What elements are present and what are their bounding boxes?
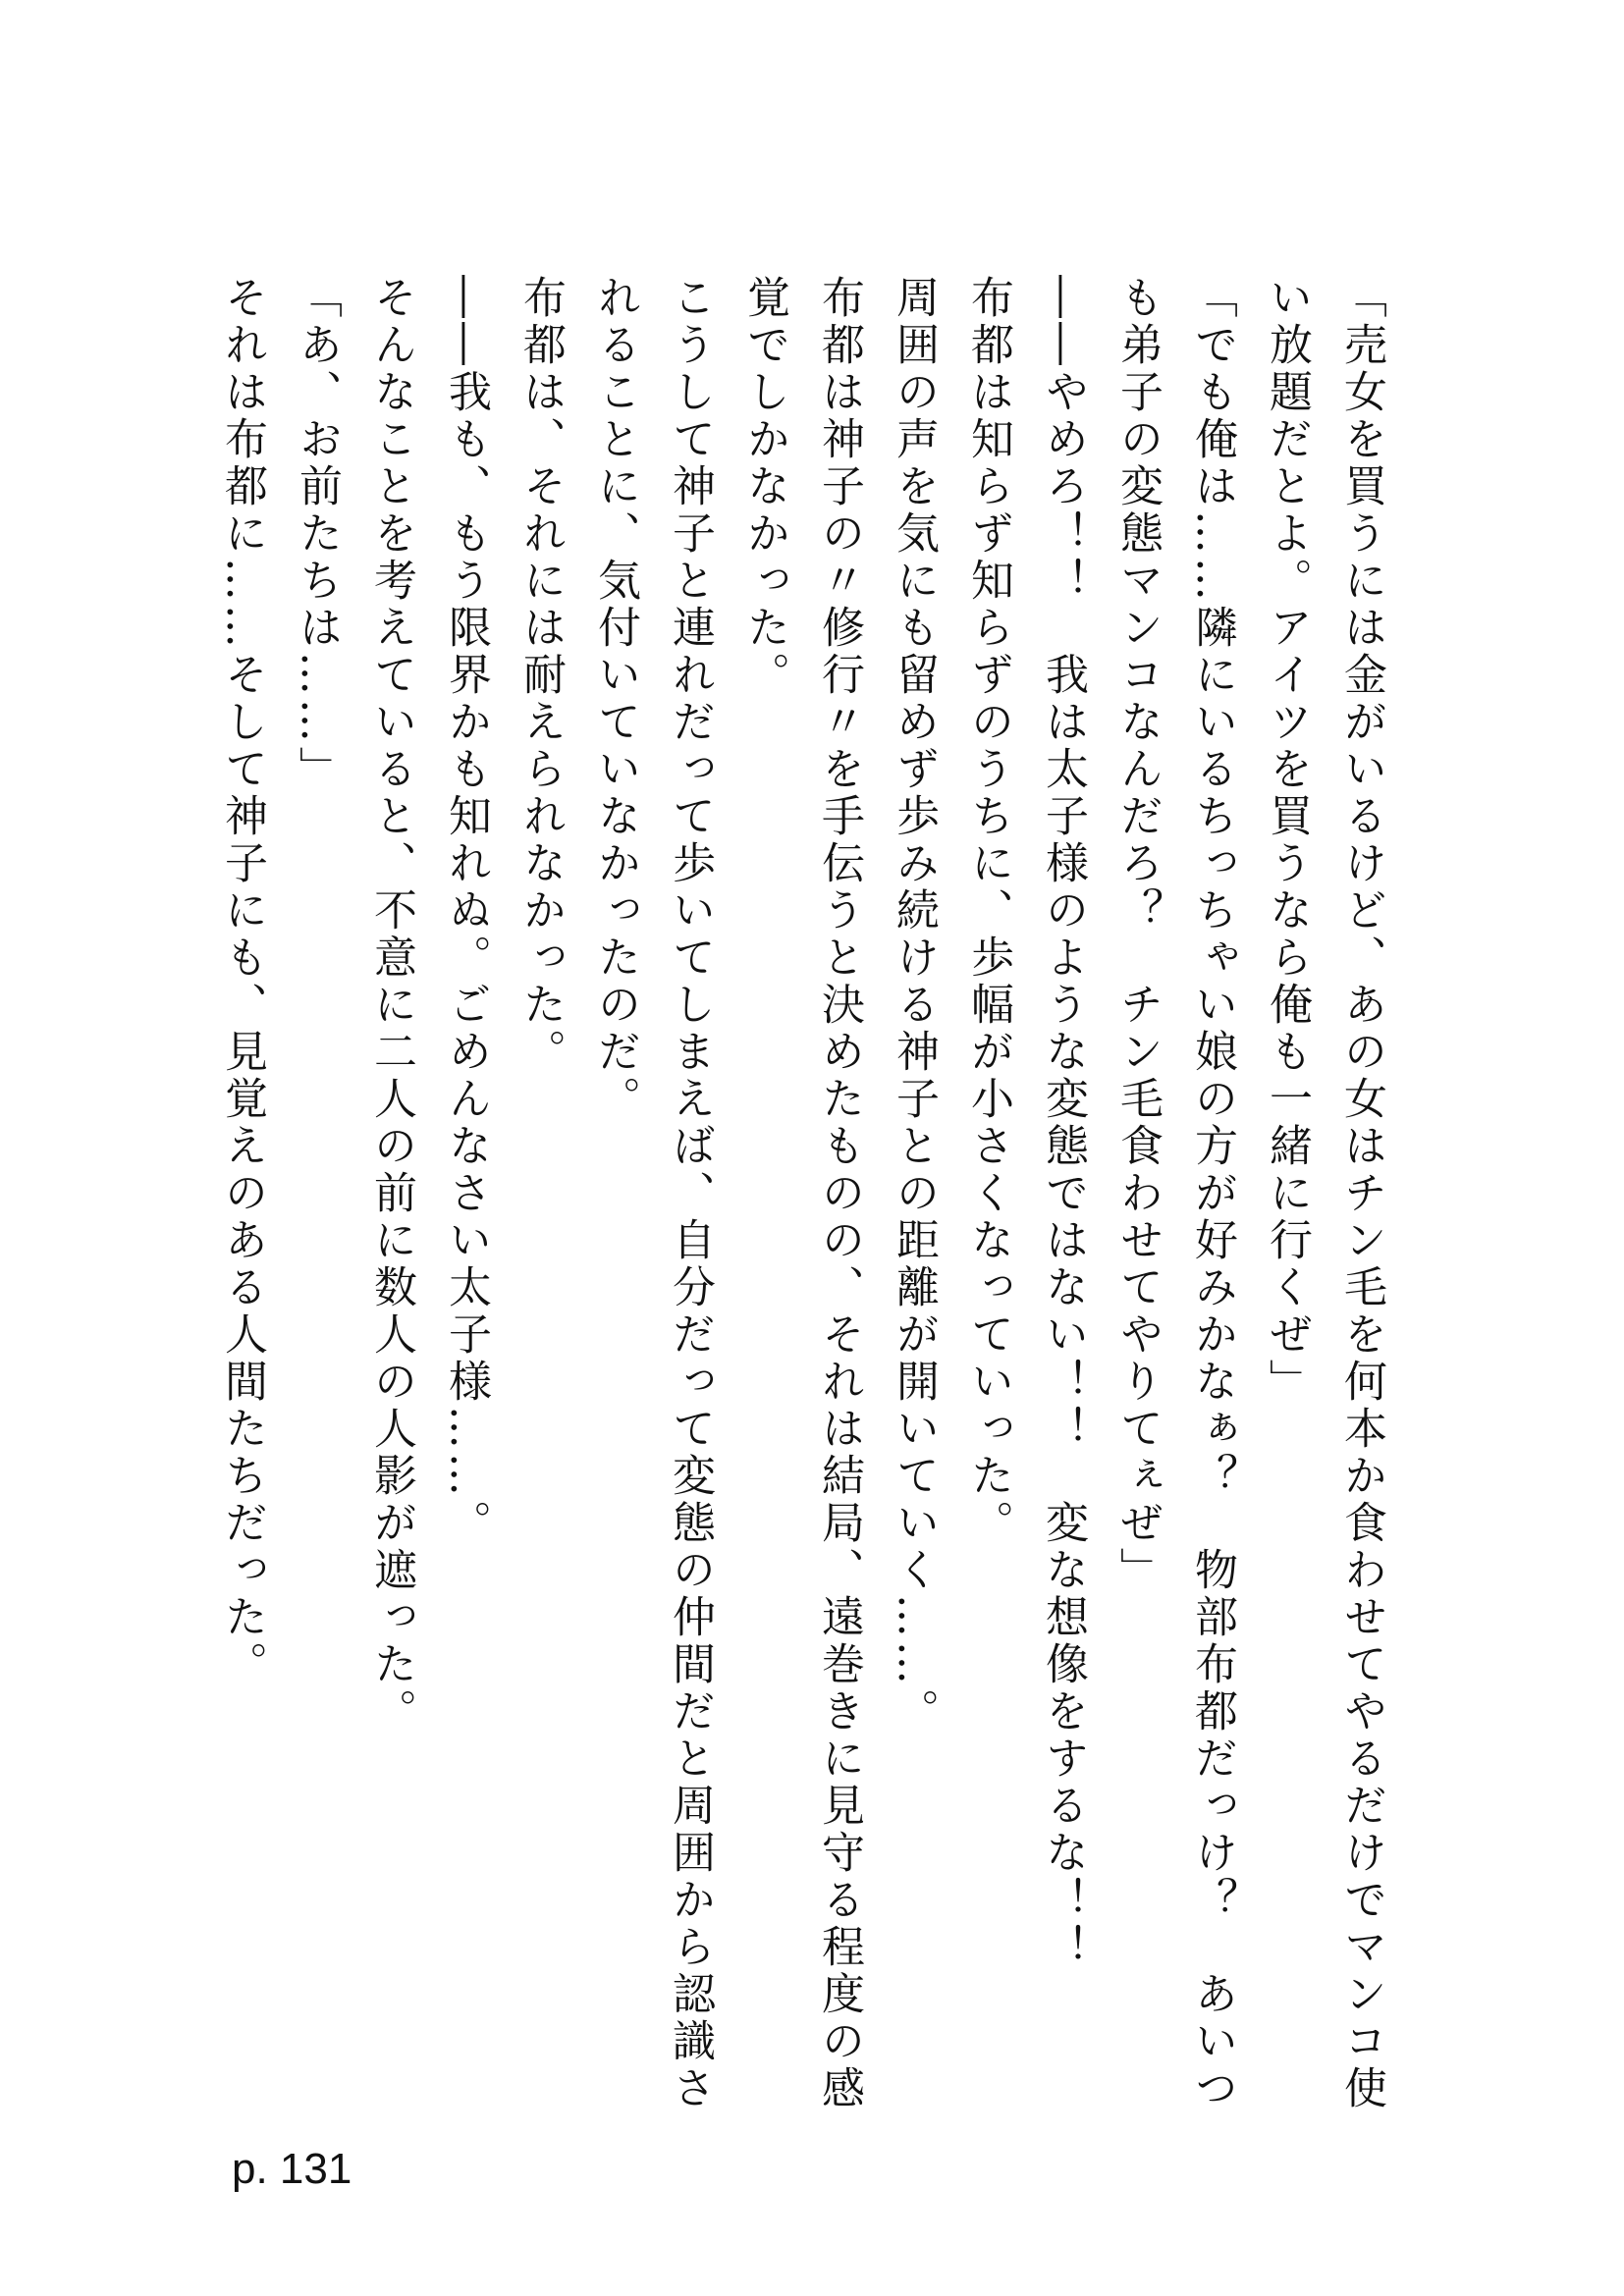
paragraph: 布都は、それには耐えられなかった。 [515, 275, 566, 1076]
page-number: p. 131 [232, 2145, 352, 2193]
paragraph: 布都は知らず知らずのうちに、歩幅が小さくなっていった。 [963, 275, 1013, 1547]
paragraph: そんなことを考えていると、不意に二人の前に数人の人影が遮った。 [366, 275, 416, 1735]
paragraph: ――我も、もう限界かも知れぬ。ごめんなさい太子様……。 [441, 275, 491, 1547]
paragraph: 「売女を買うには金がいるけど、あの女はチン毛を何本か食わせてやるだけでマンコ使い放題だとよ。アイツを買うなら俺も一緒に行くぜ」 [1262, 275, 1386, 2112]
vertical-text-body [171, 275, 1398, 2140]
paragraph: 「でも俺は……隣にいるちっちゃい娘の方が好みかなぁ？ 物部布都だっけ？ あいつも弟子の変態マンコなんだろ？ チン毛食わせてやりてぇぜ」 [1112, 275, 1237, 2112]
paragraph: それは布都に……そして神子にも、見覚えのある人間たちだった。 [217, 275, 267, 1688]
paragraph: 周囲の声を気にも留めず歩み続ける神子との距離が開いていく……。 [889, 275, 939, 1735]
paragraph: ――やめろ！！ 我は太子様のような変態ではない！！ 変な想像をするな！！ [1038, 275, 1088, 1971]
paragraph: 「あ、お前たちは……」 [292, 275, 342, 793]
paragraph: 布都は神子の〃修行〃を手伝うと決めたものの、それは結局、遠巻きに見守る程度の感覚でしかなかった。 [739, 275, 864, 2112]
paragraph: こうして神子と連れだって歩いてしまえば、自分だって変態の仲間だと周囲から認識されることに、気付いていなかったのだ。 [590, 275, 715, 2112]
